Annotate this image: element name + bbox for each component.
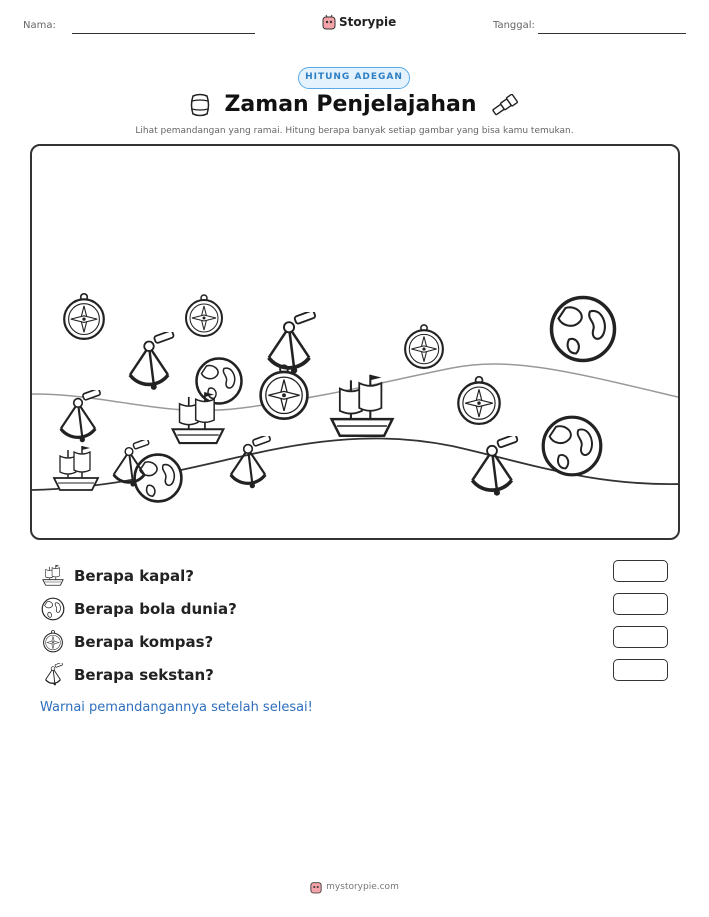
date-label: Tanggal: [493, 20, 535, 31]
globe-icon [197, 359, 242, 404]
globe-icon [543, 417, 601, 475]
barrel-icon [189, 93, 211, 117]
ship-icon [332, 375, 393, 436]
coloring-note: Warnai pemandangannya setelah selesai! [40, 700, 313, 715]
page-title: Zaman Penjelajahan [224, 92, 477, 117]
scene-picture [30, 144, 680, 540]
ship-icon [40, 564, 66, 588]
brand-logo [322, 14, 396, 30]
question-compasses [40, 630, 213, 654]
footer-url[interactable]: mystorypie.com [326, 882, 399, 892]
compass-icon [64, 294, 104, 339]
answer-box-ships[interactable] [613, 560, 668, 582]
name-field[interactable] [72, 33, 255, 34]
compass-icon [186, 295, 222, 336]
answer-box-globes[interactable] [613, 593, 668, 615]
question-globes [40, 597, 237, 621]
brand-name: Storypie [339, 15, 397, 29]
storypie-logo-icon [322, 14, 336, 30]
ship-icon [54, 446, 98, 490]
globe-icon [552, 298, 615, 361]
question-text: Berapa bola dunia? [74, 600, 237, 618]
sextant-icon [472, 434, 518, 496]
question-sextants [40, 663, 214, 687]
instructions: Lihat pemandangan yang ramai. Hitung berapa banyak setiap gambar yang bisa kamu temukan. [135, 126, 574, 136]
compass-icon [261, 365, 308, 418]
telescope-icon [490, 94, 520, 116]
question-text: Berapa kompas? [74, 633, 214, 651]
question-text: Berapa sekstan? [74, 666, 214, 684]
name-label: Nama: [23, 20, 56, 31]
globe-icon [40, 597, 66, 621]
page-footer [0, 880, 709, 894]
question-ships [40, 564, 194, 588]
answer-box-compasses[interactable] [613, 626, 668, 648]
scene-illustration [32, 146, 680, 540]
question-text: Berapa kapal? [74, 567, 195, 585]
sextant-icon [231, 434, 271, 488]
sextant-icon [269, 310, 316, 373]
activity-badge: HITUNG ADEGAN [298, 67, 410, 89]
storypie-logo-icon [310, 880, 322, 894]
sextant-icon [40, 663, 66, 687]
date-field[interactable] [538, 33, 686, 34]
compass-icon [405, 325, 443, 368]
answer-box-sextants[interactable] [613, 659, 668, 681]
sextant-icon [130, 330, 174, 390]
compass-icon [40, 630, 66, 654]
title-row [0, 92, 709, 117]
compass-icon [458, 377, 499, 424]
